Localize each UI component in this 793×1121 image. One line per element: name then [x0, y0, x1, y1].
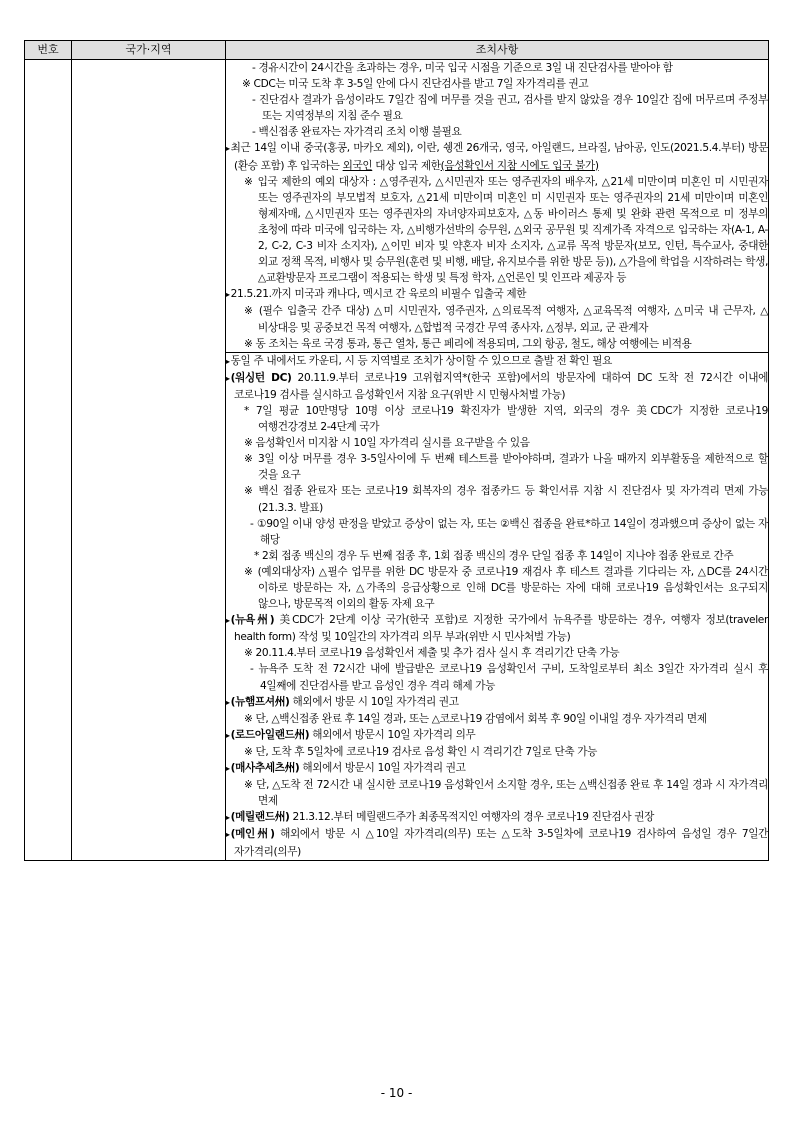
- bullet-text: 최근 14일 이내 중국(홍콩, 마카오 제외), 이란, 쉥겐 26개국, 영국, 아일랜드, 브라질, 남아공, 인도(2021.5.4.부터) 방문(환승 포함) 후 입국하는: [230, 142, 768, 172]
- bullet-intro: ▸ 동일 주 내에서도 카운티, 시 등 지역별로 조치가 상이할 수 있으므로 출발 전 확인 필요: [226, 353, 768, 370]
- text-line: - 경유시간이 24시간을 초과하는 경우, 미국 입국 시점을 기준으로 3일 내 진단검사를 받아야 함: [252, 62, 673, 74]
- text-line: - ①90일 이내 양성 판정을 받았고 증상이 없는 자, 또는 ②백신 접종을 완료*하고 14일이 경과했으며 증상이 없는 자 해당: [250, 517, 768, 546]
- header-no: 번호: [25, 41, 72, 60]
- note-line: ※ 동 조치는 육로 국경 통과, 통근 열차, 통근 페리에 적용되며, 그외 항공, 철도, 해상 여행에는 비적용: [244, 337, 692, 350]
- bullet-text: 해외에서 방문시 10일 자가격리 의무: [309, 728, 476, 741]
- text-line: - 백신접종 완료자는 자가격리 조치 이행 불필요: [252, 126, 462, 139]
- page-number: - 10 -: [380, 1086, 413, 1100]
- bullet-text: 21.3.12.부터 메릴랜드주가 최종목적지인 여행자의 경우 코로나19 진단검사 권장: [289, 811, 654, 824]
- measures-table: [24, 40, 769, 861]
- underlined-text: 외국인: [342, 159, 373, 172]
- bullet-entry-restriction: [226, 140, 768, 173]
- note-line: ※ 단, 도착 후 5일차에 코로나19 검사로 음성 확인 시 격리기간 7일로 단축 가능: [244, 745, 598, 758]
- note-line: ※ CDC는 미국 도착 후 3-5일 안에 다시 진단검사를 받고 7일 자가격리를 권고: [242, 78, 589, 91]
- note-line: ※ 3일 이상 머무를 경우 3-5일사이에 두 번째 테스트를 받아야하며, 결과가 나올 때까지 외부활동을 제한적으로 할 것을 요구: [244, 453, 768, 482]
- bullet-maine: [226, 826, 768, 859]
- region-cell: [72, 60, 226, 861]
- note-line: ※ 20.11.4.부터 코로나19 음성확인서 제출 및 추가 검사 실시 후 격리기간 단축 가능: [244, 647, 620, 660]
- bullet-text: 해외에서 방문시 10일 자가격리 권고: [299, 762, 466, 775]
- bullet-new-hampshire: [226, 694, 768, 711]
- note-line: * 2회 접종 백신의 경우 두 번째 접종 후, 1회 접종 백신의 경우 단일 접종 후 14일이 지나야 접종 완료로 간주: [254, 549, 734, 562]
- table-row: [25, 60, 769, 353]
- note-line: * 7일 평균 10만명당 10명 이상 코로나19 확진자가 발생한 지역, 외국의 경우 美CDC가 지정한 코로나19 여행건강경보 2-4단계 국가: [244, 404, 768, 434]
- no-cell: [25, 60, 72, 861]
- text-line: - 뉴욕주 도착 전 72시간 내에 발급받은 코로나19 음성확인서 구비, 도착일로부터 최소 3일간 자가격리 실시 후 4일째에 진단검사를 받고 음성인 경우 격리 해제 가능: [250, 663, 768, 692]
- note-line: ※ 입국 제한의 예외 대상자 : △영주권자, △시민권자 또는 영주권자의 배우자, △21세 미만이며 미혼인 미 시민권자 또는 영주권자의 부모법적 보호자, △21세 미만이며 미혼인 미 시민권자 또는 영주권자의 21세 미만이며 미혼인 형제자매, △시민권자 또는 영주권자의 자녀양자피보호자, △동 바이러스 통제 및 완화 관련 목적으로 미 정부의 초청에 따라 미국에 입국하는 자, △비행가선박의 승무원, △외국 공무원 및 직계가족 자격으로 입국하는 자(A-1, A-2, C-2, C-3 비자 소지자), △이민 비자 및 약혼자 비자 소지자, △교류 목적 방문자(보모, 인턴, 특수교사, 중대한 외교 정책 목적, 비행사 및 승무원(훈련 및 비행, 배달, 유지보수를 위한 방문 등)), △가을에 학업을 시작하려는 학생, △교환방문자 프로그램이 적용되는 학생 및 특정 학자, △언론인 및 인프라 제공자 등: [244, 175, 768, 285]
- state-label: (뉴욕州): [230, 614, 275, 627]
- bullet-maryland: [226, 809, 768, 826]
- bullet-text: 20.11.9.부터 코로나19 고위험지역*(한국 포함)에서의 방문자에 대하여 DC 도착 전 72시간 이내에 코로나19 검사를 실시하고 음성확인서 지참 요구(위반 시 민형사처벌 가능): [234, 371, 768, 401]
- state-label: (로드아일랜드州): [230, 728, 310, 741]
- bullet-dc: [226, 370, 768, 403]
- note-line: ※ (예외대상자) △필수 업무를 위한 DC 방문자 중 코로나19 재검사 후 테스트 결과를 기다리는 자, △DC를 24시간 이하로 방문하는 자, △가족의 응급상황으로 인해 DC를 방문하는 자에 대해 코로나19 음성확인서는 요구되지 않으나, 방문목적 이외의 활동 자제 요구: [244, 565, 768, 611]
- state-label: (메릴랜드州): [230, 811, 290, 824]
- header-region: 국가·지역: [72, 41, 226, 60]
- bullet-text: 해외에서 방문 시 10일 자가격리 권고: [289, 695, 459, 708]
- text-line: - 진단검사 결과가 음성이라도 7일간 집에 머무를 것을 권고, 검사를 받지 않았을 경우 10일간 집에 머무르며 주정부 또는 지역정부의 지침 준수 필요: [252, 94, 768, 123]
- state-label: (매사추세츠州): [230, 762, 300, 775]
- header-row: [25, 41, 769, 60]
- bullet-text: 美CDC가 2단계 이상 국가(한국 포함)로 지정한 국가에서 뉴욕주를 방문하는 경우, 여행자 정보(traveler health form) 작성 및 10일간의 자가격리 의무 부과(위반 시 민사처벌 가능): [234, 614, 768, 644]
- bullet-text: 해외에서 방문 시 △10일 자가격리(의무) 또는 △도착 3-5일차에 코로나19 검사하여 음성일 경우 7일간 자가격리(의무): [234, 828, 768, 858]
- bullet-rhode-island: [226, 727, 768, 744]
- state-label: (뉴햄프셔州): [230, 695, 290, 708]
- header-measures: 조치사항: [226, 41, 769, 60]
- measures-cell-2: [226, 352, 769, 860]
- document-sheet: [24, 40, 768, 861]
- note-line: ※ 단, △도착 전 72시간 내 실시한 코로나19 음성확인서 소지할 경우, 또는 △백신접종 완료 후 14일 경과 시 자가격리 면제: [244, 779, 768, 808]
- bullet-new-york: [226, 612, 768, 645]
- note-line: ※ 단, △백신접종 완료 후 14일 경과, 또는 △코로나19 감염에서 회복 후 90일 이내일 경우 자가격리 면제: [244, 712, 707, 725]
- measures-cell-1: [226, 60, 769, 353]
- bullet-land-border: ▸ 21.5.21.까지 미국과 캐나다, 멕시코 간 육로의 비필수 입출국 제한: [226, 286, 768, 303]
- note-line: ※ (필수 입출국 간주 대상) △미 시민권자, 영주권자, △의료목적 여행자, △교육목적 여행자, △미국 내 근무자, △비상대응 및 공중보건 목적 여행자, △합법적 국경간 무역 종사자, △정부, 외교, 군 관계자: [244, 305, 768, 334]
- bullet-massachusetts: [226, 760, 768, 777]
- bullet-text: 대상 입국 제한: [372, 159, 441, 172]
- state-label: (워싱턴 DC): [230, 371, 292, 384]
- underlined-text: (음성확인서 지참 시에도 입국 불가): [440, 159, 599, 172]
- note-line: ※ 음성확인서 미지참 시 10일 자가격리 실시를 요구받을 수 있음: [244, 437, 530, 450]
- state-label: (메인州): [230, 828, 275, 841]
- note-line: ※ 백신 접종 완료자 또는 코로나19 회복자의 경우 접종카드 등 확인서류 지참 시 진단검사 및 자가격리 면제 가능(21.3.3. 발표): [244, 485, 768, 514]
